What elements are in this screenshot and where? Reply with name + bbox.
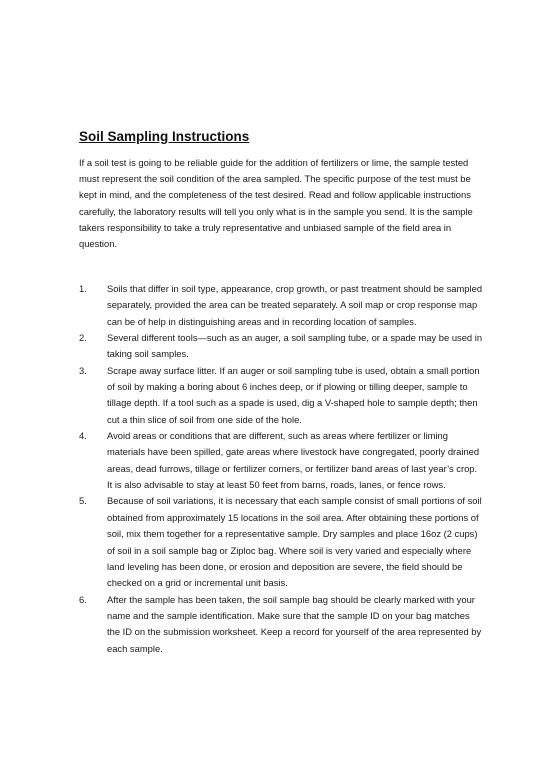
- list-item: [79, 428, 484, 493]
- list-item-number: 6.: [79, 593, 87, 605]
- intro-paragraph: If a soil test is going to be reliable guide for the addition of fertilizers or lime, the sample tested must represent the soil condition of the area sampled. The specific purpose of the test must be kept in mind, and the completeness of the test desired. Read and follow applicable instructions carefully, the laboratory results will tell you only what is in the sample you send. It is the sample takers responsibility to take a truly representative and unbiased sample of the field area in question.: [79, 157, 473, 250]
- list-item-text: Avoid areas or conditions that are different, such as areas where fertilizer or liming materials have been spilled, gate areas where livestock have congregated, poorly drained areas, dead furrows, tillage or fertilizer corners, or fertilizer band areas of last year’s crop. It is also advisable to stay at least 50 feet from barns, roads, lanes, or fence rows.: [107, 430, 480, 491]
- list-item: [79, 363, 484, 428]
- list-item-text: Because of soil variations, it is necessary that each sample consist of small portions of soil obtained from approximately 15 locations in the soil area. After obtaining these portions of soil, mix them together for a representative sample. Dry samples and place 16oz (2 cups) of soil in a soil sample bag or Ziploc bag. Where soil is very varied and especially where land leveling has been done, or erosion and deposition are severe, the field should be checked on a grid or incremental unit basis.: [107, 495, 482, 589]
- list-item-text: Scrape away surface litter. If an auger or soil sampling tube is used, obtain a small portion of soil by making a boring about 6 inches deep, or if plowing or tilling deeper, sample to tillage depth. If a tool such as a spade is used, dig a V-shaped hole to sample depth; then cut a thin slice of soil from one side of the hole.: [107, 364, 480, 425]
- list-item: [79, 493, 484, 591]
- list-item: [79, 592, 484, 657]
- instruction-list: [79, 281, 484, 657]
- list-item: [79, 330, 484, 363]
- list-item-number: 2.: [79, 332, 87, 344]
- list-item-number: 4.: [79, 430, 87, 442]
- list-item-text: Soils that differ in soil type, appearance, crop growth, or past treatment should be sampled separately, provided the area can be treated separately. A soil map or crop response map can be of help in distinguishing areas and in recording location of samples.: [107, 283, 483, 327]
- list-item-number: 3.: [79, 364, 87, 376]
- list-item-text: Several different tools—such as an auger, a soil sampling tube, or a spade may be used in taking soil samples.: [107, 332, 483, 360]
- list-item-text: After the sample has been taken, the soil sample bag should be clearly marked with your name and the sample identification. Make sure that the sample ID on your bag matches the ID on the submission worksheet. Keep a record for yourself of the area represented by each sample.: [107, 593, 482, 654]
- list-item: [79, 281, 484, 330]
- list-item-number: 1.: [79, 283, 87, 294]
- document-title: Soil Sampling Instructions: [79, 129, 250, 144]
- list-item-number: 5.: [79, 495, 87, 507]
